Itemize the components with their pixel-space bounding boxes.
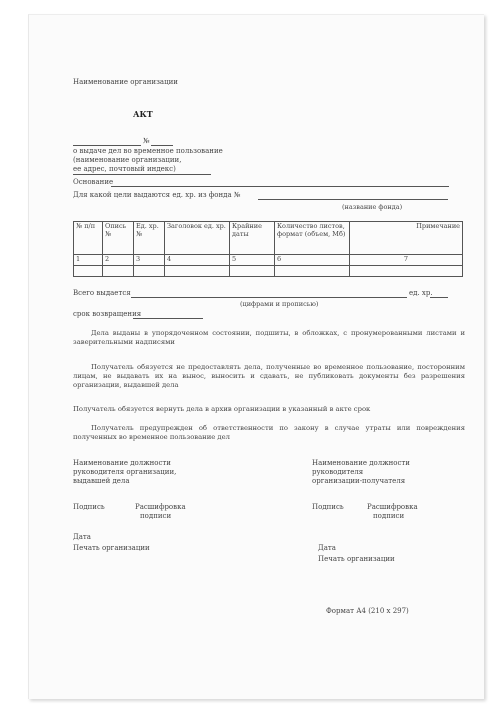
format-note: Формат А4 (210 х 297) [326, 607, 409, 615]
number-sign: № [143, 137, 150, 145]
col-header-sheets: Количество листов, формат (объем, Мб) [275, 222, 350, 255]
doc-title: АКТ [133, 109, 153, 119]
table-row [74, 265, 463, 276]
paragraph-return: Получатель обязуется вернуть дела в архив организации в указанный в акте срок [73, 405, 371, 413]
left-decode-sub: подписи [140, 512, 172, 520]
col-number-4: 4 [165, 255, 230, 266]
paragraph-liability: Получатель предупрежден об ответственности по закону в случае утраты или повреждения полученных во временное пользование дел [73, 424, 465, 441]
left-decode-label: Расшифровка [135, 503, 186, 511]
number-line [73, 145, 141, 146]
col-header-inventory: Опись № [103, 222, 134, 255]
right-decode-label: Расшифровка [367, 503, 418, 511]
col-header-dates: Крайние даты [230, 222, 275, 255]
col-header-note: Примечание [350, 222, 463, 255]
paragraph-obligation: Получатель обязуется не предоставлять дела, полученные во временное пользование, посторонним лицам, не выдавать их на вынос, выносить и сдавать, не публиковать документы без разрешения организации, выдавшей дела [73, 363, 465, 389]
col-number-5: 5 [230, 255, 275, 266]
issue-text: Для какой цели выдаются ед. хр. из фонда № [73, 191, 241, 199]
return-term-label: срок возвращения [73, 310, 142, 318]
recipient-hint-2: ее адрес, почтовый индекс) [73, 165, 176, 173]
table-number-row [74, 255, 463, 266]
total-line [131, 297, 407, 298]
left-position-2: руководителя организации, [73, 468, 177, 476]
right-position-2: руководителя [312, 468, 364, 476]
fund-name-note: (название фонда) [342, 203, 403, 211]
return-term-line [133, 318, 203, 319]
right-seal-label: Печать организации [318, 555, 395, 563]
org-name-label: Наименование организации [73, 78, 178, 86]
col-number-3: 3 [134, 255, 165, 266]
right-position-1: Наименование должности [312, 459, 410, 467]
basis-line [111, 186, 449, 187]
fund-line [258, 199, 448, 200]
basis-label: Основание [73, 178, 114, 186]
left-position-1: Наименование должности [73, 459, 171, 467]
paragraph-condition: Дела выданы в упорядоченном состоянии, подшиты, в обложках, с пронумерованными листами и заверительными надписями [73, 329, 465, 346]
act-subtitle: о выдаче дел во временное пользование [73, 147, 223, 155]
left-seal-label: Печать организации [73, 544, 150, 552]
right-position-3: организации-получателя [312, 477, 406, 485]
cases-table [73, 221, 463, 277]
left-signature-label: Подпись [73, 503, 105, 511]
table-header-row [74, 222, 463, 255]
col-header-number: № п/п [74, 222, 103, 255]
number-value-line [151, 145, 173, 146]
document-page [28, 14, 484, 699]
recipient-hint-1: (наименование организации, [73, 156, 182, 164]
units-line [430, 297, 448, 298]
col-header-title: Заголовок ед. хр. [165, 222, 230, 255]
col-number-7: 7 [350, 255, 463, 266]
col-number-6: 6 [275, 255, 350, 266]
total-label: Всего выдается [73, 289, 131, 297]
col-number-2: 2 [103, 255, 134, 266]
col-number-1: 1 [74, 255, 103, 266]
recipient-line [73, 174, 211, 175]
right-signature-label: Подпись [312, 503, 344, 511]
right-date-label: Дата [318, 544, 336, 552]
col-header-unit: Ед. хр. № [134, 222, 165, 255]
left-date-label: Дата [73, 533, 91, 541]
units-label: ед. хр. [409, 289, 433, 297]
right-decode-sub: подписи [373, 512, 405, 520]
left-position-3: выдавшей дела [73, 477, 130, 485]
digits-words-note: (цифрами и прописью) [240, 300, 319, 308]
